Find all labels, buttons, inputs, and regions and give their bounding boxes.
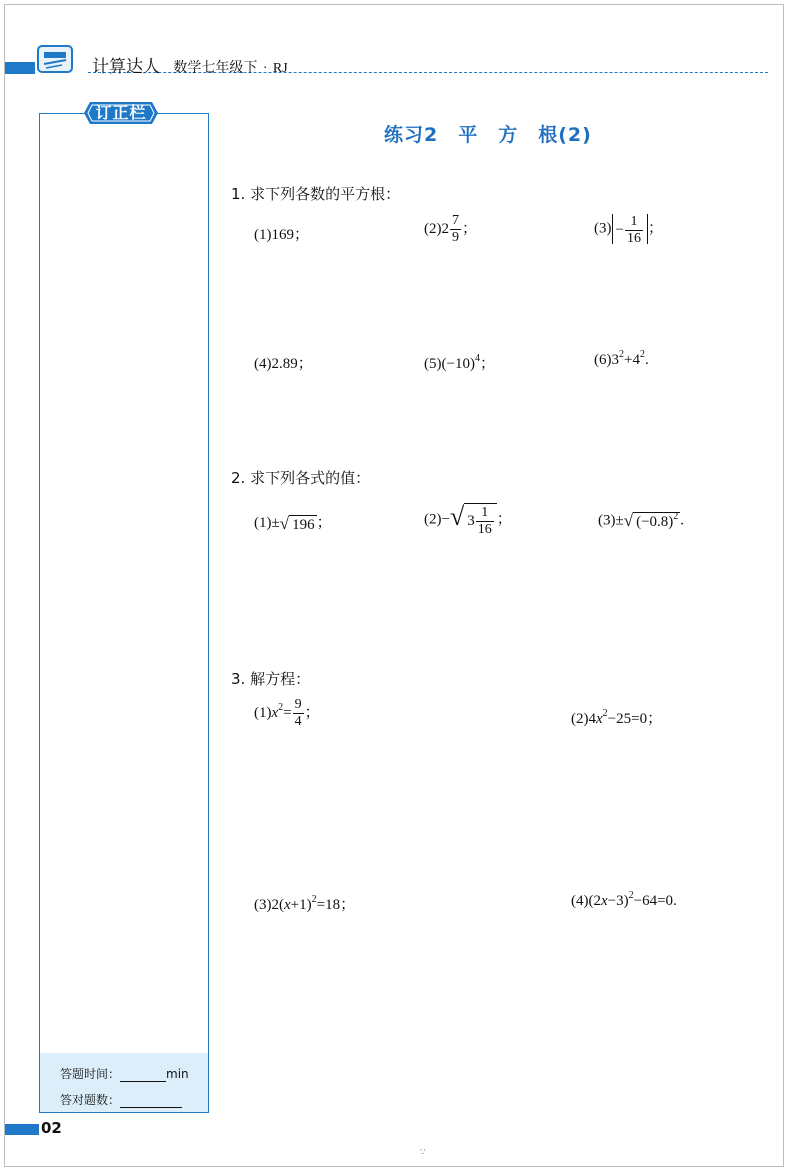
q3-item-2: [571, 707, 662, 728]
book-subtitle: 数学七年级下: [173, 60, 258, 76]
item-label: (1): [254, 704, 272, 721]
correction-badge-label: 订正栏: [95, 103, 147, 122]
expression-mid: −3): [607, 893, 629, 909]
variable: x: [284, 897, 291, 913]
q1-item-2: [424, 213, 477, 246]
item-end: ；: [304, 704, 320, 721]
square-root: [280, 514, 317, 534]
item-end: ；: [294, 227, 310, 243]
item-label: (5): [424, 356, 442, 372]
answer-time-label: 答题时间：: [60, 1067, 121, 1081]
question-2-heading: 2. 求下列各式的值：: [231, 469, 371, 487]
correction-column: [39, 113, 209, 1113]
square-root: [624, 511, 681, 531]
variable: x: [596, 711, 603, 727]
q1-item-3: [594, 214, 663, 244]
radicand: 196: [289, 515, 317, 534]
q3-item-4: [571, 890, 677, 910]
variable: x: [601, 893, 608, 909]
fraction: [450, 213, 461, 246]
fraction: [476, 505, 494, 538]
numerator: 9: [294, 697, 302, 712]
power-base: 4: [632, 352, 640, 368]
item-value: 2.89: [271, 356, 298, 372]
expression-lead: (2: [588, 893, 601, 909]
item-end: ；: [479, 356, 495, 372]
absolute-value: [612, 214, 648, 244]
answer-time-unit: min: [166, 1067, 189, 1081]
item-end: ；: [340, 897, 356, 913]
exponent: 2: [628, 890, 634, 901]
correct-count-blank: [120, 1093, 182, 1108]
coefficient: 4: [588, 711, 596, 727]
plus-minus-sign: ±: [615, 512, 624, 529]
radical-icon: √: [279, 513, 290, 533]
expression-rest: =18: [316, 897, 341, 913]
fraction: [625, 214, 643, 247]
item-end: ；: [647, 711, 663, 727]
numerator: 1: [476, 505, 494, 522]
q1-item-1: [254, 223, 309, 244]
variable: x: [271, 704, 279, 721]
header-title: [92, 52, 288, 77]
expression-mid: +1): [290, 897, 312, 913]
item-label: (4): [571, 893, 589, 909]
exponent: 4: [474, 353, 480, 364]
item-label: (3): [594, 220, 612, 237]
item-end: .: [644, 352, 649, 368]
item-end: ；: [496, 511, 512, 528]
item-label: (6): [594, 352, 612, 368]
denominator: 4: [294, 714, 302, 729]
radical-icon: √: [623, 511, 634, 530]
item-end: ；: [647, 220, 663, 237]
item-label: (3): [598, 512, 616, 529]
radicand: [464, 503, 497, 538]
q1-item-6: [594, 349, 649, 369]
header-accent-bar: [5, 62, 35, 74]
exponent: 2: [639, 349, 645, 360]
item-value: 169: [271, 227, 294, 243]
exponent: 2: [619, 349, 624, 360]
item-label: (2): [571, 711, 589, 727]
q1-item-4: [254, 352, 313, 373]
fraction: [293, 697, 304, 730]
power-base: (−10): [441, 356, 475, 372]
minus-sign: −: [615, 221, 624, 238]
footer-mark: ∵: [420, 1147, 426, 1157]
item-end: ；: [462, 220, 478, 237]
expression-rest: −64=0: [633, 893, 674, 909]
item-end: .: [673, 893, 677, 909]
mixed-whole: 2: [441, 220, 449, 237]
radical-icon: √: [449, 502, 465, 531]
numerator: 7: [452, 213, 459, 228]
q3-item-3: [254, 893, 355, 914]
exponent: 2: [602, 708, 608, 719]
correct-count-label: 答对题数：: [60, 1093, 121, 1107]
exponent: 2: [673, 511, 679, 522]
square-root: [450, 502, 497, 538]
answer-stats-box: [40, 1053, 208, 1112]
page-title: 练习2 平 方 根(2): [384, 124, 592, 146]
power-base: (−0.8): [636, 514, 674, 530]
item-label: (1): [254, 515, 272, 531]
item-label: (2): [424, 220, 442, 237]
item-end: .: [680, 512, 685, 529]
mixed-whole: 3: [467, 513, 475, 529]
item-label: (2): [424, 511, 442, 528]
minus-sign: −: [441, 511, 450, 528]
item-label: (3): [254, 897, 272, 913]
item-label: (1): [254, 227, 272, 243]
question-3-heading: 3. 解方程：: [231, 670, 311, 688]
radicand: [633, 512, 680, 531]
plus-minus-sign: ±: [271, 515, 280, 531]
header-separator: ·: [262, 61, 268, 76]
q3-item-1: [254, 697, 320, 730]
edition-label: RJ: [272, 61, 288, 76]
exponent: 2: [311, 894, 317, 905]
item-end: ；: [316, 515, 332, 531]
denominator: 16: [477, 522, 492, 538]
q2-item-2: [424, 502, 512, 538]
numerator: 1: [625, 214, 643, 231]
denominator: 9: [452, 230, 459, 245]
expression-lead: 2(: [271, 897, 284, 913]
plus-sign: +: [624, 352, 633, 368]
q1-item-5: [424, 352, 495, 373]
question-1-heading: 1. 求下列各数的平方根：: [231, 185, 401, 203]
page-number-bar: [5, 1124, 39, 1135]
power-base: 3: [611, 352, 619, 368]
book-logo-icon: [36, 40, 76, 76]
correct-count-row: [60, 1091, 182, 1108]
item-end: ；: [297, 356, 313, 372]
equals-sign: =: [283, 704, 292, 721]
expression-rest: −25=0: [607, 711, 648, 727]
exponent: 2: [278, 701, 284, 713]
q2-item-3: [598, 511, 684, 531]
page-number: 02: [41, 1119, 62, 1137]
item-label: (4): [254, 356, 272, 372]
book-title: 计算达人: [92, 57, 160, 77]
denominator: 16: [626, 231, 641, 246]
answer-time-row: [60, 1065, 189, 1082]
answer-time-blank: [120, 1067, 166, 1082]
q2-item-1: [254, 511, 332, 534]
